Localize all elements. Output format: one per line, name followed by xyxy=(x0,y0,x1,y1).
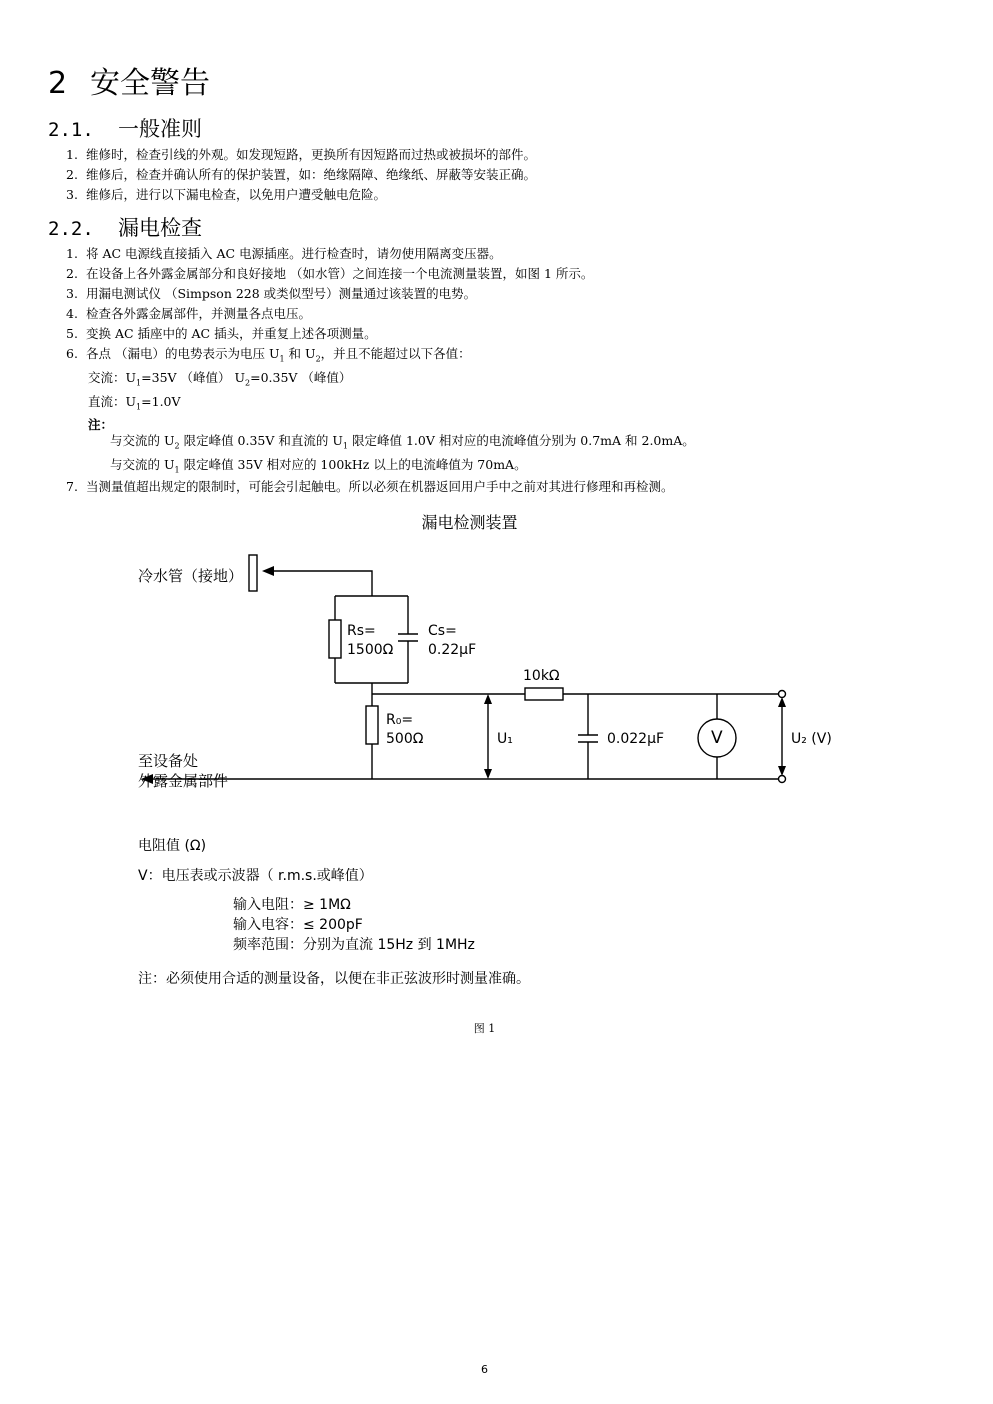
r0-value: 500Ω xyxy=(386,731,424,747)
note-label: 注： xyxy=(88,417,114,432)
dc-limits: 直流：$U_1=1.0V$ xyxy=(88,394,181,412)
list-item: 2. 在设备上各外露金属部分和良好接地 （如水管）之间连接一个电流测量装置，如图 1 所示。 xyxy=(66,266,594,281)
measurement-note: 注：必须使用合适的测量设备，以便在非正弦波形时测量准确。 xyxy=(138,971,530,987)
subsection-title: 一般准则 xyxy=(118,117,202,141)
section-title: 安全警告 xyxy=(90,66,210,101)
list-item: 4. 检查各外露金属部件，并测量各点电压。 xyxy=(66,306,312,321)
cs-value: 0.22μF xyxy=(428,642,477,658)
cs-label: Cs= xyxy=(428,623,457,639)
list-item: 1. 将 AC 电源线直接插入 AC 电源插座。进行检查时，请勿使用隔离变压器。 xyxy=(66,246,502,261)
u2-label: U₂ (V) xyxy=(791,731,832,747)
figure-caption: 图 1 xyxy=(473,1022,496,1035)
subsection-title: 漏电检查 xyxy=(118,216,202,240)
spec-frequency-range: 频率范围：分别为直流 15Hz 到 1MHz xyxy=(233,937,475,953)
list-item: 3. 维修后，进行以下漏电检查，以免用户遭受触电危险。 xyxy=(66,187,387,202)
rs-label: Rs= xyxy=(347,623,376,639)
subsection-number: 2.1. xyxy=(48,119,94,141)
voltmeter-label: V xyxy=(711,728,723,748)
rs-value: 1500Ω xyxy=(347,642,394,658)
r0-label: R₀= xyxy=(386,712,414,728)
list-item: 1. 维修时，检查引线的外观。如发现短路，更换所有因短路而过热或被损坏的部件。 xyxy=(66,147,537,162)
list-item: 7. 当测量值超出规定的限制时，可能会引起触电。所以必须在机器返回用户手中之前对其进行修理和再检测。 xyxy=(66,479,674,494)
section-number: 2 xyxy=(48,66,68,101)
subsection-number: 2.2. xyxy=(48,218,94,240)
c0022-label: 0.022μF xyxy=(607,731,665,747)
water-pipe-ground-symbol xyxy=(249,555,257,591)
water-pipe-label: 冷水管（接地） xyxy=(138,567,244,585)
rs-resistor xyxy=(329,620,341,658)
figure-title: 漏电检测装置 xyxy=(421,513,518,532)
ac-limits: 交流：$U_1=35V$ （峰值） $U_2=0.35V$ （峰值） xyxy=(88,370,352,388)
resistance-unit-note: 电阻值 (Ω) xyxy=(138,838,207,854)
list-item: 6. 各点 （漏电）的电势表示为电压 $U_1$ 和 $U_2$，并且不能超过以下各值： xyxy=(66,346,471,364)
r10k-label: 10kΩ xyxy=(523,668,560,684)
voltmeter-description: V：电压表或示波器（ r.m.s.或峰值） xyxy=(138,868,373,884)
list-item: 2. 维修后，检查并确认所有的保护装置，如：绝缘隔障、绝缘纸、屏蔽等安装正确。 xyxy=(66,167,537,182)
r0-resistor xyxy=(366,706,378,744)
metal-parts-label-2: 外露金属部件 xyxy=(138,772,229,790)
note-line: 与交流的 $U_1$ 限定峰值 35V 相对应的 100kHz 以上的电流峰值为 70mA。 xyxy=(110,457,527,475)
list-item: 5. 变换 AC 插座中的 AC 插头，并重复上述各项测量。 xyxy=(66,326,377,341)
10k-resistor xyxy=(525,688,563,700)
list-item: 3. 用漏电测试仪 （Simpson 228 或类似型号）测量通过该装置的电势。 xyxy=(66,286,477,301)
u1-label: U₁ xyxy=(497,731,513,747)
page-number: 6 xyxy=(481,1363,488,1376)
note-line: 与交流的 $U_2$ 限定峰值 0.35V 和直流的 $U_1$ 限定峰值 1.0V 相对应的电流峰值分别为 0.7mA 和 2.0mA。 xyxy=(110,433,695,451)
metal-parts-label-1: 至设备处 xyxy=(138,752,199,770)
spec-input-resistance: 输入电阻：≥ 1MΩ xyxy=(233,897,351,913)
spec-input-capacitance: 输入电容：≤ 200pF xyxy=(233,917,363,933)
